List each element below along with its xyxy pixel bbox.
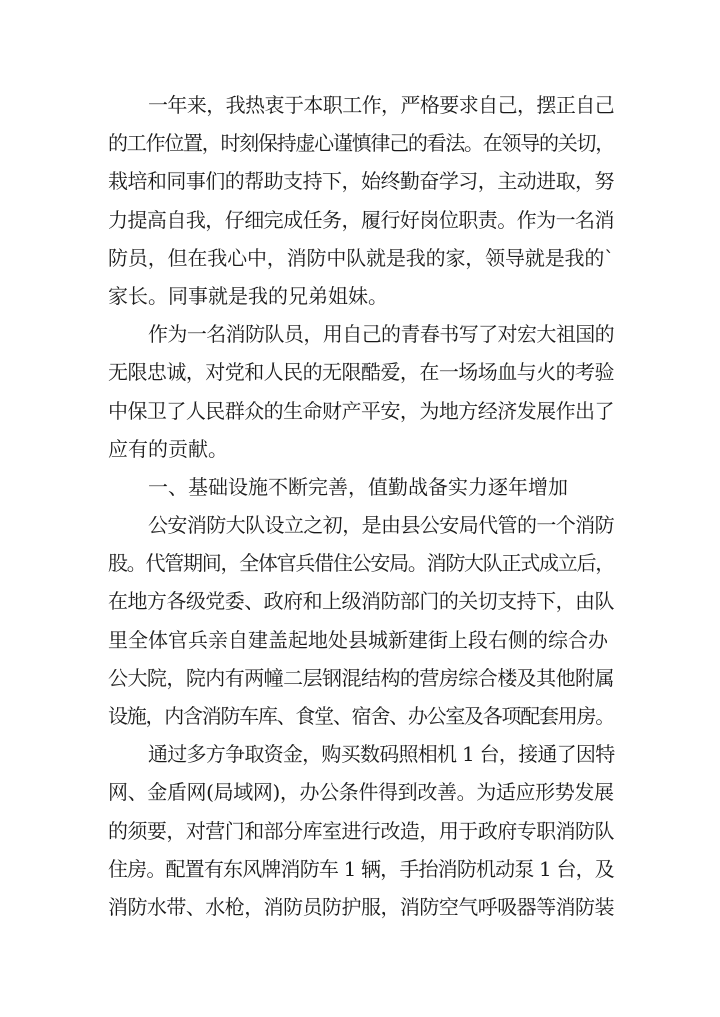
text-line: 通过多方争取资金，购买数码照相机 1 台，接通了因特 bbox=[148, 742, 615, 767]
text-line: 消防水带、水枪，消防员防护服，消防空气呼吸器等消防装 bbox=[108, 894, 614, 919]
text-line: 中保卫了人民群众的生命财产平安，为地方经济发展作出了 bbox=[108, 398, 614, 423]
text-line: 一年来，我热衷于本职工作，严格要求自己，摆正自己 bbox=[148, 93, 615, 117]
text-line: 公安消防大队设立之初，是由县公安局代管的一个消防 bbox=[148, 513, 615, 538]
text-line: 应有的贡献。 bbox=[108, 436, 228, 461]
text-line: 公大院，院内有两幢二层钢混结构的营房综合楼及其他附属 bbox=[108, 665, 614, 690]
text-line: 的工作位置，时刻保持虚心谨慎律己的看法。在领导的关切， bbox=[108, 131, 614, 156]
text-line: 里全体官兵亲自建盖起地处县城新建街上段右侧的综合办 bbox=[108, 627, 608, 652]
text-line: 一、基础设施不断完善，值勤战备实力逐年增加 bbox=[148, 474, 568, 499]
text-line: 设施，内含消防车库、食堂、宿舍、办公室及各项配套用房。 bbox=[108, 704, 614, 728]
text-line: 股。代管期间，全体官兵借住公安局。消防大队正式成立后， bbox=[108, 551, 614, 576]
text-line: 在地方各级党委、政府和上级消防部门的关切支持下，由队 bbox=[108, 589, 614, 614]
text-line: 的须要，对营门和部分库室进行改造，用于政府专职消防队 bbox=[108, 818, 614, 843]
text-line: 网、金盾网(局域网)，办公条件得到改善。为适应形势发展 bbox=[108, 780, 614, 805]
text-line: 家长。同事就是我的兄弟姐妹。 bbox=[108, 283, 388, 308]
text-line: 防员，但在我心中，消防中队就是我的家，领导就是我的` bbox=[108, 245, 615, 270]
text-line: 栽培和同事们的帮助支持下，始终勤奋学习，主动进取，努 bbox=[108, 169, 614, 194]
text-line: 无限忠诚，对党和人民的无限酷爱，在一场场血与火的考验 bbox=[108, 360, 614, 385]
text-line: 作为一名消防队员，用自己的青春书写了对宏大祖国的 bbox=[148, 322, 615, 347]
text-line: 力提高自我，仔细完成任务，履行好岗位职责。作为一名消 bbox=[108, 207, 614, 232]
text-line: 住房。配置有东风牌消防车 1 辆，手抬消防机动泵 1 台，及 bbox=[108, 856, 614, 881]
document-body bbox=[108, 86, 614, 926]
